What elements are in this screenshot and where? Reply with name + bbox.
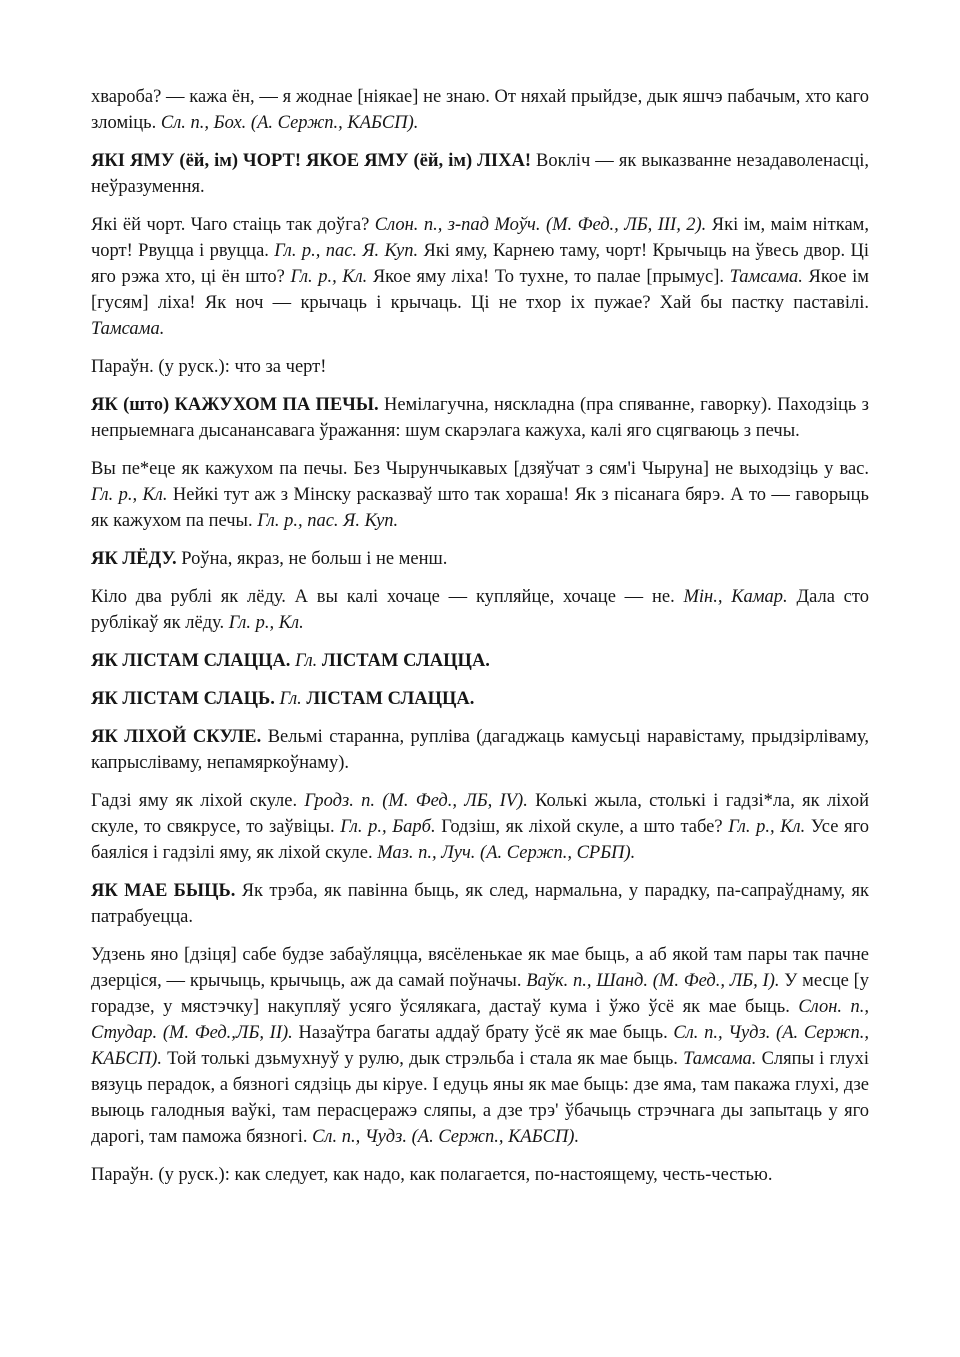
entry-yaki-yamu-chort [91, 148, 869, 200]
body-text: Назаўтра багаты аддаў брату ўсё як мае быць. [298, 1023, 674, 1043]
headword-text: ЯК (што) КАЖУХОМ ПА ПЕЧЫ. [91, 395, 384, 415]
headword-text: ЯК ЛІХОЙ СКУЛЕ. [91, 727, 268, 747]
examples-yak-mae-byts [91, 942, 869, 1150]
source-reference: Гл. р., Барб. [340, 817, 442, 837]
examples-yaki-yamu-chort [91, 212, 869, 342]
body-text: Параўн. (у руск.): что за черт! [91, 357, 327, 377]
body-text: Той толькі дзьмухнуў у рулю, дык стрэльба і стала як мае быць. [167, 1049, 684, 1069]
body-text: Вельмі старанна, рупліва (дагаджаць камусьці наравістаму, прыдзірліваму, капрысліваму, непамяркоўнаму). [91, 727, 869, 773]
body-text: Роўна, якраз, не больш і не менш. [181, 549, 448, 569]
body-text: Як трэба, як павінна быць, як след, нармальна, у парадку, па-сапраўднаму, як патрабуецца. [91, 881, 870, 927]
entry-yak-lihoy-skule [91, 724, 869, 776]
body-text: Дала сто рублікаў як лёду. [91, 587, 869, 633]
body-text: Колькі жыла, столькі і гадзі*ла, як ліхой скуле, то свякрусе, то заўвіцы. [91, 791, 870, 837]
body-text: Кіло два рублі як лёду. А вы калі хочаце — купляйце, хочаце — не. [91, 587, 684, 607]
body-text: хвароба? — кажа ён, — я жоднае [ніякае] не знаю. От няхай прыйдзе, дык яшчэ пабачым, хто каго зломіць. [91, 87, 869, 133]
source-reference: Гл. [279, 689, 307, 709]
body-text: Сляпы і глухі вязуць перадок, а бязногі сядзіць ды кіруе. І едуць яны як мае быць: дзе яма, там пакажа глухі, дзе выюць галодныя ваўкі, там перасцеражэ сляпы, а дзе трэ' ўбачыць стрэчнага ды запытаць у яго дарогі, там паможа бязногі. [91, 1049, 870, 1147]
source-reference: Слон. п., Студар. (М. Фед.,ЛБ, II). [91, 997, 869, 1043]
source-reference: Тамсама. [91, 319, 165, 339]
body-text: Якое яму ліха! То тухне, то палае [прымус]. [372, 267, 730, 287]
body-text: Вокліч — як выказванне незадаволенасці, неўразумення. [91, 151, 869, 197]
examples-yak-lyodu [91, 584, 869, 636]
body-text: Удзень яно [дзіця] сабе будзе забаўляцца, вясёленькае як мае быць, а аб якой там пары так пачне дзерціся, — крычыць, крычыць, аж да самай поўначы. [91, 945, 869, 991]
headword-text: ЯК МАЕ БЫЦЬ. [91, 881, 242, 901]
source-reference: Гл. р., Кл. [91, 485, 173, 505]
body-text: Годзіш, як ліхой скуле, а што табе? [441, 817, 729, 837]
source-reference: Гл. р., Кл. [728, 817, 811, 837]
examples-yak-lihoy-skule [91, 788, 869, 866]
source-reference: Тамсама. [683, 1049, 762, 1069]
body-text: Нейкі тут аж з Мінску расказваў што так хораша! Як з пісанага бярэ. А то — гаворыць як кажухом па печы. [91, 485, 869, 531]
entry-yak-listam-slatstsa [91, 648, 869, 674]
entry-yak-mae-byts [91, 878, 869, 930]
body-text: Немілагучна, няскладна (пра спяванне, гаворку). Паходзіць з непрыемнага дысанансавага ўражання: шум скарэлага кажуха, калі яго сцягваюць з печы. [91, 395, 869, 441]
source-reference: Гл. р., пас. Я. Куп. [274, 241, 424, 261]
body-text: Які ёй чорт. Чаго стаіць так доўга? [91, 215, 375, 235]
comparison-russian-chort [91, 354, 869, 380]
body-text: Вы пе*еце як кажухом па печы. Без Чырунчыкавых [дзяўчат з сям'і Чыруна] не выходзіць у вас. [91, 459, 869, 479]
entry-yak-lyodu [91, 546, 869, 572]
comparison-russian-yak-mae-byts [91, 1162, 869, 1188]
entry-yak-listam-slats [91, 686, 869, 712]
body-text: Параўн. (у руск.): как следует, как надо, как полагается, по-настоящему, честь-честью. [91, 1165, 773, 1185]
body-text: Які ім, маім ніткам, чорт! Рвуцца і рвуцца. [91, 215, 869, 261]
body-text: Усе яго баяліся і гадзілі яму, як ліхой скуле. [91, 817, 869, 863]
source-reference: Гл. [295, 651, 322, 671]
body-text: Гадзі яму як ліхой скуле. [91, 791, 305, 811]
source-reference: Сл. п., Чудз. (А. Сержп., КАБСП). [312, 1127, 580, 1147]
source-reference: Гл. р., пас. Я. Куп. [257, 511, 399, 531]
headword-text: ЛІСТАМ СЛАЦЦА. [306, 689, 475, 709]
body-text: У месце [у горадзе, у мястэчку] накупляў усяго ўсялякага, дастаў кума і ўжо ўсё як мае быць. [91, 971, 870, 1017]
source-reference: Гл. р., Кл. [228, 613, 304, 633]
entry-yak-kazhuhom-pa-pechy [91, 392, 869, 444]
body-text: Які яму, Карнею таму, чорт! Крычыць на ўвесь двор. Ці яго рэжа хто, ці ён што? [91, 241, 869, 287]
examples-yak-kazhuhom-pa-pechy [91, 456, 869, 534]
source-reference: Гл. р., Кл. [290, 267, 373, 287]
source-reference: Маз. п., Луч. (А. Сержп., СРБП). [377, 843, 636, 863]
headword-text: ЛІСТАМ СЛАЦЦА. [321, 651, 490, 671]
source-reference: Ваўк. п., Шанд. (М. Фед., ЛБ, I). [526, 971, 785, 991]
continuation-paragraph [91, 84, 869, 136]
source-reference: Мін., Камар. [683, 587, 797, 607]
source-reference: Слон. п., з-пад Моўч. (М. Фед., ЛБ, III, 2). [374, 215, 712, 235]
headword-text: ЯК ЛІСТАМ СЛАЦЦА. [91, 651, 296, 671]
body-text: Якое ім [гусям] ліха! Як ноч — крычаць і крычаць. Ці не тхор іх пужае? Хай бы пастку паставілі. [91, 267, 869, 313]
source-reference: Тамсама. [729, 267, 809, 287]
headword-text: ЯК ЛЁДУ. [91, 549, 182, 569]
source-reference: Сл. п., Бох. (А. Сержп., КАБСП). [160, 113, 419, 133]
source-reference: Сл. п., Чудз. (А. Сержп., КАБСП). [91, 1023, 869, 1069]
headword-text: ЯКІ ЯМУ (ёй, ім) ЧОРТ! ЯКОЕ ЯМУ (ёй, ім) ЛІХА! [91, 151, 537, 171]
source-reference: Гродз. п. (М. Фед., ЛБ, IV). [304, 791, 536, 811]
headword-text: ЯК ЛІСТАМ СЛАЦЬ. [91, 689, 280, 709]
